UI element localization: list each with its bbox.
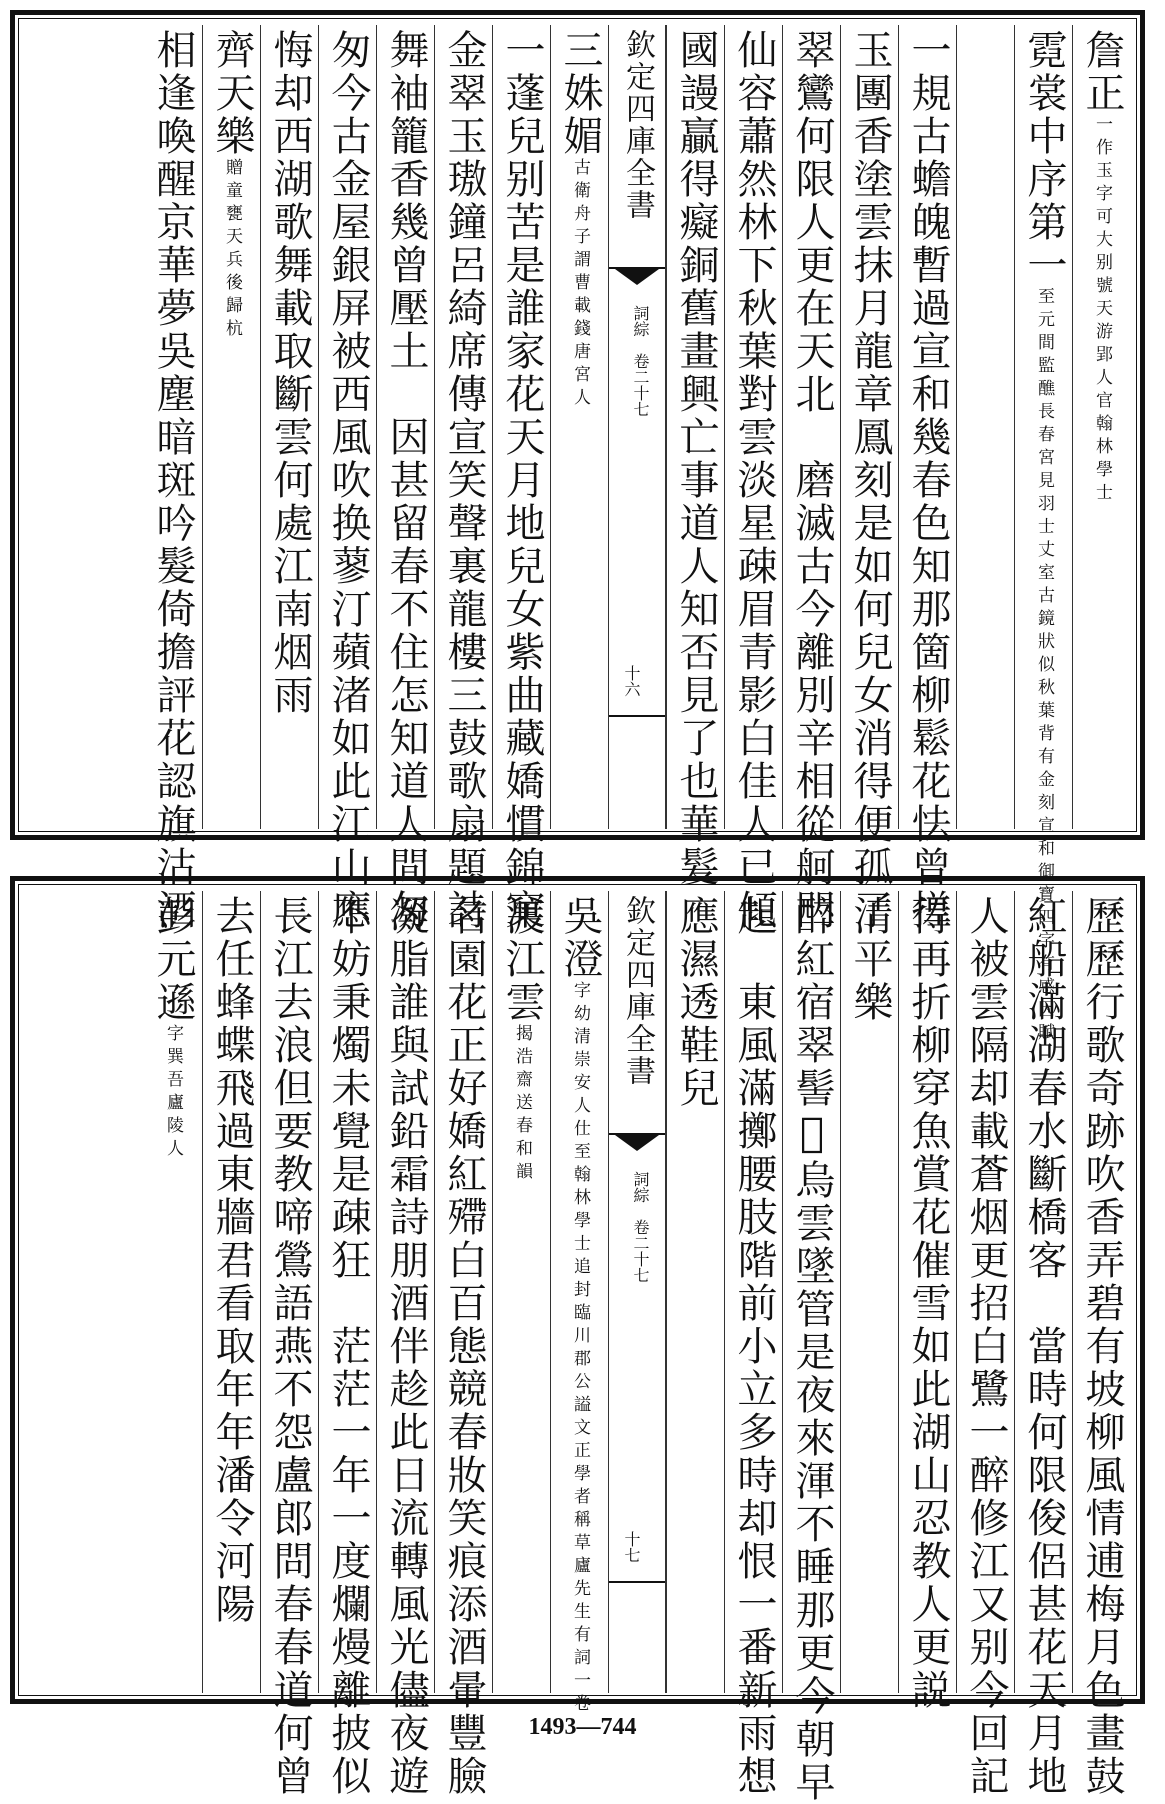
main-text: 翠鸞何限人更在天北 磨滅古今離別辛相從舸門 <box>789 29 835 932</box>
main-text: 詹正 <box>1079 29 1125 115</box>
lower-right-column-1-text <box>1079 895 1125 1798</box>
lower-left-column-7 <box>202 891 260 1693</box>
fishtail-mark <box>609 267 665 295</box>
lower-left-column-8-text <box>150 895 196 1162</box>
main-text: 得再折柳穿魚賞花催雪如此湖山忍教人更説 <box>905 895 951 1712</box>
main-text: 不妨秉燭未覺是疎狂 茫茫一年一度爛熳離披似 <box>325 895 371 1798</box>
fishtail-mark <box>609 1133 665 1161</box>
lower-left-column-6 <box>260 891 318 1798</box>
main-text: 彭元遜 <box>150 895 196 1024</box>
lower-left-column-1 <box>550 891 608 1717</box>
annotation-note: 一作玉字可大别號天游郢人官翰林學士 <box>1092 115 1112 506</box>
main-text: 匆今古金屋銀屏被西風吹换蓼汀蘋渚如此江山應 <box>325 29 371 932</box>
page-number-footer: 1493—744 <box>528 1714 637 1740</box>
main-text: 去任蜂蝶飛過東牆君看取年年潘令河陽 <box>209 895 255 1626</box>
main-text: 舞袖籠香幾曾壓土 因甚留春不住怎知道人間匆 <box>383 29 429 932</box>
lower-left-column-7-text <box>209 895 255 1626</box>
lower-right-column-6 <box>782 891 840 1804</box>
lower-left-column-6-text <box>267 895 313 1798</box>
main-text: 人被雲隔却載蒼烟更招白鷺一醉修江又别今回記 <box>963 895 1009 1798</box>
fold-rule <box>609 715 665 717</box>
upper-right-column-6-text <box>789 29 835 932</box>
upper-left-column-4-text <box>383 29 429 932</box>
upper-center-fold <box>608 25 666 829</box>
main-text: 紅船滿湖春水斷橋客 當時何限俊侶甚花天月地 <box>1021 895 1067 1798</box>
lower-right-column-3 <box>956 891 1014 1798</box>
main-text: 應濕透鞋兒 <box>673 895 719 1110</box>
lower-right-column-7-text <box>731 895 777 1798</box>
main-text: 起 東風滿擲腰肢階前小立多時却恨一番新雨想 <box>731 895 777 1798</box>
lower-left-column-1-text <box>557 895 603 1717</box>
upper-left-column-6-text <box>267 29 313 717</box>
upper-right-column-1-text <box>1079 29 1125 506</box>
main-text: 吳澄 <box>557 895 603 981</box>
lower-right-column-2 <box>1014 891 1072 1798</box>
annotation-note: 至元間監醮長春宮見羽士丈室古鏡狀似秋葉背有金刻宣和御寶四字有感因賦 <box>1034 287 1054 1046</box>
leaf-number: 十六 <box>622 665 641 697</box>
lower-left-column-8 <box>144 891 202 1693</box>
lower-right-column-5-text <box>847 895 893 1024</box>
main-text: 一蓬兒别苦是誰家花天月地兒女紫曲藏嬌慣錦窠 <box>499 29 545 932</box>
upper-right-column-2 <box>1014 25 1072 1046</box>
annotation-note: 揭浩齋送春和韻 <box>512 1024 532 1185</box>
annotation-note: 字幼清崇安人仕至翰林學士追封臨川郡公謚文正學者稱草廬先生有詞一卷 <box>570 981 590 1717</box>
annotation-note: 古衛舟子謂曹載錢唐宮人 <box>570 158 590 411</box>
upper-left-column-7-text <box>209 29 255 342</box>
upper-left-column-4 <box>376 25 434 932</box>
main-text: 醉紅宿翠髻𩬊烏雲墜管是夜來渾不睡那更今朝早 <box>789 895 835 1804</box>
book-title: 欽定四庫全書 <box>620 29 655 221</box>
lower-right-column-2-text <box>1021 895 1067 1798</box>
lower-left-column-2-text <box>499 895 545 1185</box>
book-title: 欽定四庫全書 <box>620 895 655 1087</box>
lower-right-column-7 <box>724 891 782 1798</box>
main-text: 清平樂 <box>847 895 893 1024</box>
upper-right-column-5-text <box>847 29 893 932</box>
upper-left-column-1-text <box>557 29 603 411</box>
main-text: 金翠玉璈鐘呂綺席傳宣笑聲裏龍樓三鼓歌扇題詩 <box>441 29 487 932</box>
upper-right-column-5 <box>840 25 898 932</box>
lower-right-column-8 <box>666 891 724 1693</box>
upper-left-column-3 <box>434 25 492 932</box>
upper-left-column-7 <box>202 25 260 829</box>
upper-left-column-8 <box>144 25 202 932</box>
main-text: 名園花正好嬌紅殢白百態競春妝笑痕添酒暈豐臉 <box>441 895 487 1798</box>
upper-right-column-7-text <box>731 29 777 932</box>
lower-left-column-4 <box>376 891 434 1798</box>
upper-left-column-3-text <box>441 29 487 932</box>
main-text: 仙容蕭然林下秋葉對雲淡星疎眉青影白佳人已傾 <box>731 29 777 932</box>
main-text: 一規古蟾魄暫過宣和幾春色知那箇柳鬆花怯曾搓 <box>905 29 951 932</box>
upper-right-column-7 <box>724 25 782 932</box>
lower-left-column-2 <box>492 891 550 1693</box>
lower-left-column-3 <box>434 891 492 1798</box>
volume-label: 詞綜 卷二十七 <box>631 305 650 417</box>
upper-left-column-5-text <box>325 29 371 932</box>
volume-label: 詞綜 卷二十七 <box>631 1171 650 1283</box>
main-text: 相逢喚醒京華夢吳塵暗斑吟髮倚擔評花認旗沽酒 <box>150 29 196 932</box>
lower-right-column-4 <box>898 891 956 1712</box>
lower-left-column-3-text <box>441 895 487 1798</box>
lower-right-column-5 <box>840 891 898 1693</box>
lower-right-column-8-text <box>673 895 719 1110</box>
upper-right-column-6 <box>782 25 840 932</box>
main-text: 國謾贏得癡銅舊畫興亡事道人知否見了也華髮 <box>673 29 719 889</box>
upper-right-column-4-text <box>905 29 951 932</box>
main-text: 玉團香塗雲抹月龍章鳳刻是如何兒女消得便孤了 <box>847 29 893 932</box>
main-text: 凝脂誰與試鉛霜詩朋酒伴趁此日流轉風光儘夜遊 <box>383 895 429 1798</box>
upper-left-column-5 <box>318 25 376 932</box>
lower-right-column-1 <box>1072 891 1130 1798</box>
upper-left-column-2 <box>492 25 550 932</box>
upper-right-column-8 <box>666 25 724 889</box>
lower-right-column-6-text <box>789 895 835 1804</box>
lower-left-column-4-text <box>383 895 429 1798</box>
upper-left-column-2-text <box>499 29 545 932</box>
upper-left-column-6 <box>260 25 318 829</box>
main-text: 三姝媚 <box>557 29 603 158</box>
lower-right-column-3-text <box>963 895 1009 1798</box>
main-text: 長江去浪但要教啼鶯語燕不怨盧郎問春春道何曾 <box>267 895 313 1798</box>
upper-left-column-8-text <box>150 29 196 932</box>
main-text: 齊天樂 <box>209 29 255 158</box>
lower-right-column-4-text <box>905 895 951 1712</box>
annotation-note: 字巽吾廬陵人 <box>163 1024 183 1162</box>
main-text: 悔却西湖歌舞載取斷雲何處江南烟雨 <box>267 29 313 717</box>
upper-right-column-3 <box>956 25 1014 829</box>
lower-left-column-5-text <box>325 895 371 1798</box>
upper-right-column-1 <box>1072 25 1130 829</box>
lower-center-fold <box>608 891 666 1693</box>
main-text: 霓裳中序第一 <box>1021 29 1067 287</box>
leaf-number: 十七 <box>622 1531 641 1563</box>
main-text: 渡江雲 <box>499 895 545 1024</box>
main-text: 歷歷行歌奇跡吹香弄碧有坡柳風情逋梅月色畫鼓 <box>1079 895 1125 1798</box>
annotation-note: 贈童甕天兵後歸杭 <box>222 158 242 342</box>
fold-rule <box>609 1581 665 1583</box>
upper-right-column-8-text <box>673 29 719 889</box>
upper-left-column-1 <box>550 25 608 829</box>
upper-right-column-4 <box>898 25 956 932</box>
lower-left-column-5 <box>318 891 376 1798</box>
